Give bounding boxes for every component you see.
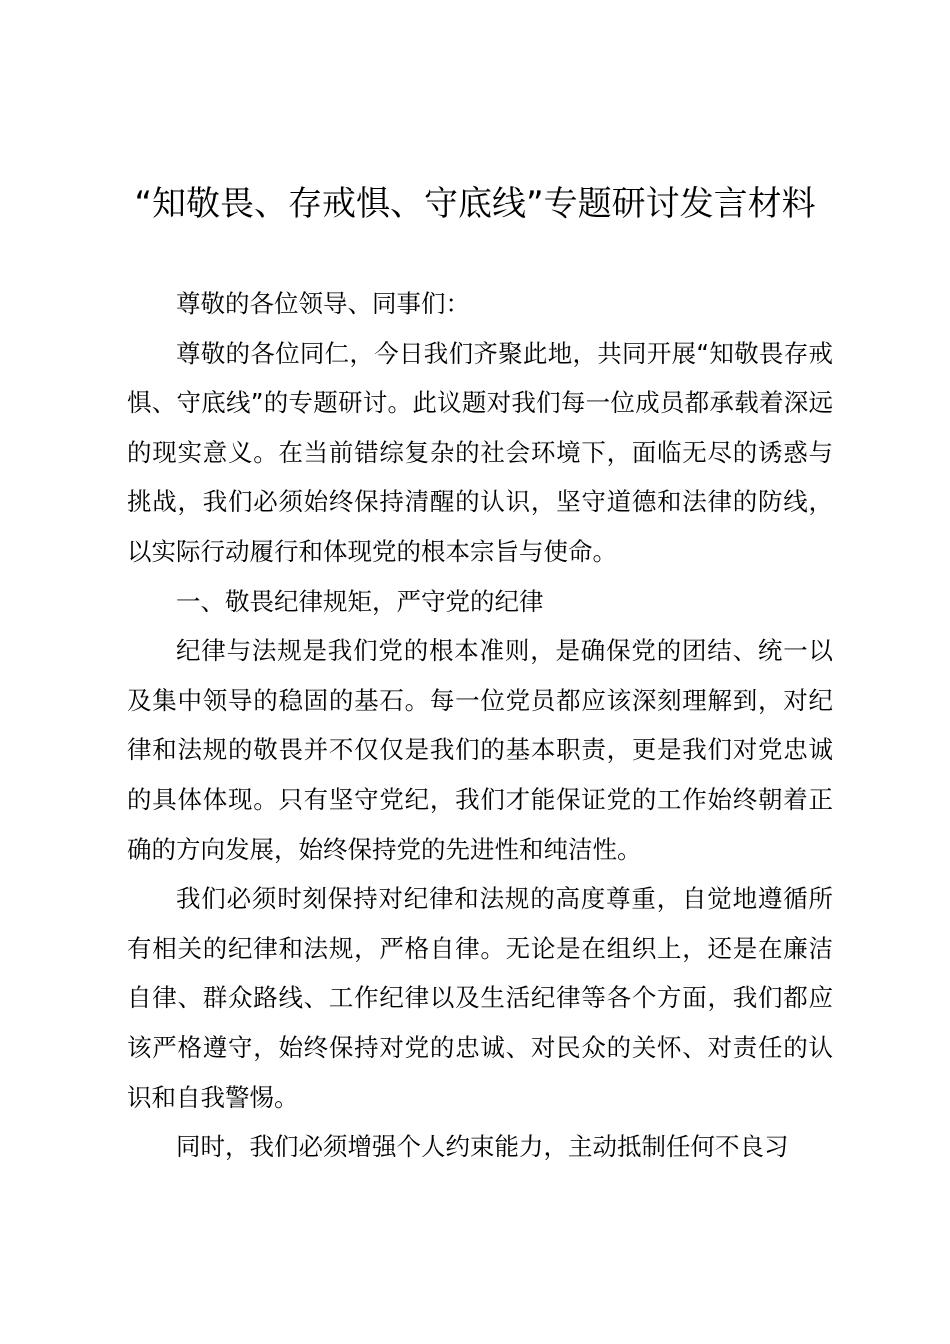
paragraph: 同时，我们必须增强个人约束能力，主动抵制任何不良习 (176, 1132, 789, 1162)
salutation: 尊敬的各位领导、同事们： (176, 289, 470, 318)
paragraph: 我们必须时刻保持对纪律和法规的高度尊重，自觉地遵循所有相关的纪律和法规，严格自律。无论是在组织上，还是在廉洁自律、群众路线、工作纪律以及生活纪律等各个方面，我们都应该严格遵守，始终保持对党的忠诚、对民众的关怀、对责任的认识和自我警惕。 (127, 884, 833, 1112)
section-heading: 一、敬畏纪律规矩，严守党的纪律 (176, 586, 544, 616)
document-title: “知敬畏、存戒惧、守底线”专题研讨发言材料 (134, 184, 816, 224)
paragraph: 尊敬的各位同仁，今日我们齐聚此地，共同开展“知敬畏存戒惧、守底线”的专题研讨。此议题对我们每一位成员都承载着深远的现实意义。在当前错综复杂的社会环境下，面临无尽的诱惑与挑战，我们必须始终保持清醒的认识，坚守道德和法律的防线，以实际行动履行和体现党的根本宗旨与使命。 (127, 338, 833, 566)
document-body (127, 279, 833, 1172)
paragraph: 纪律与法规是我们党的根本准则，是确保党的团结、统一以及集中领导的稳固的基石。每一位党员都应该深刻理解到，对纪律和法规的敬畏并不仅仅是我们的基本职责，更是我们对党忠诚的具体体现。只有坚守党纪，我们才能保证党的工作始终朝着正确的方向发展，始终保持党的先进性和纯洁性。 (127, 636, 833, 864)
